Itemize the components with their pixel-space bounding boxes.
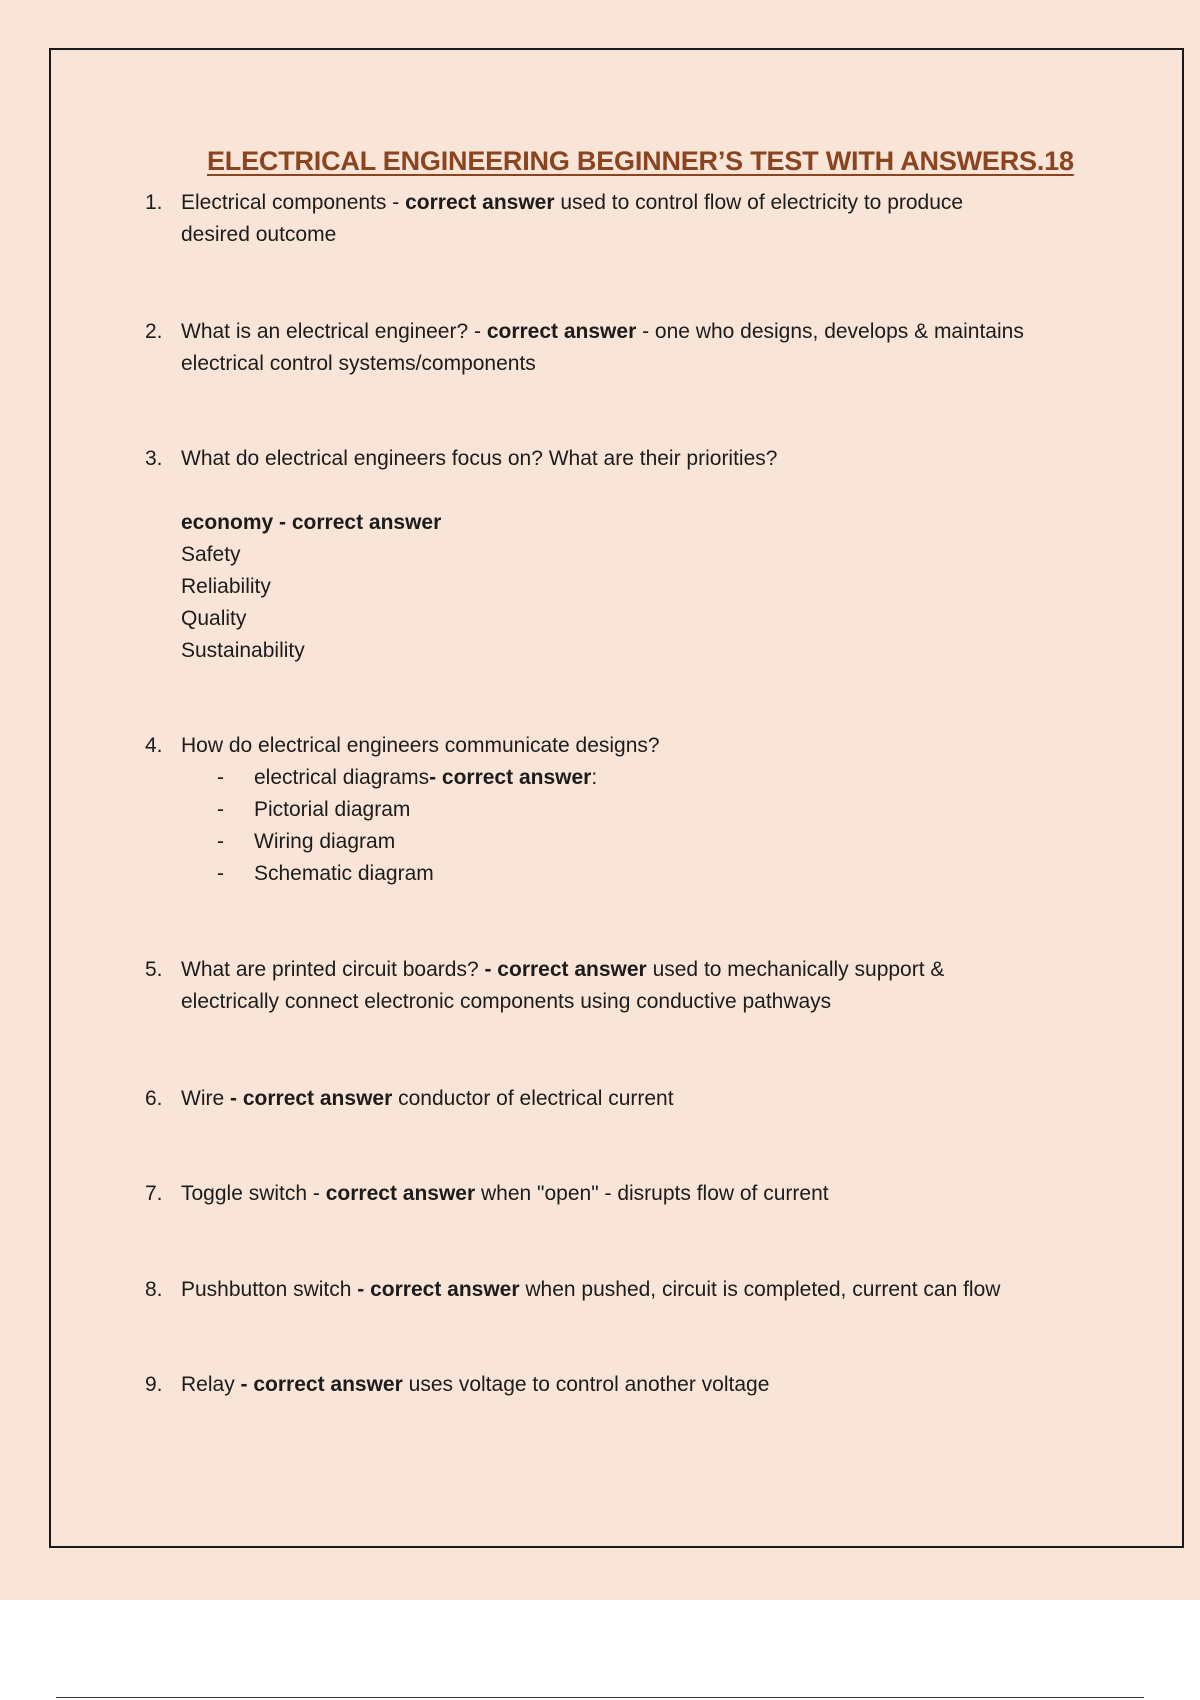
question-text: What do electrical engineers focus on? What are their priorities?	[181, 447, 778, 470]
answer-text: used to control flow of electricity to produce	[560, 191, 964, 214]
correct-answer-label: - correct answer	[230, 1087, 393, 1110]
question-item-4	[145, 730, 1075, 890]
item-number: 4.	[145, 734, 163, 757]
bullet-item	[145, 826, 1075, 858]
bullet-item	[145, 794, 1075, 826]
dash-marker: -	[217, 830, 224, 853]
correct-answer-label: correct answer	[325, 1182, 476, 1205]
bullet-text: Schematic diagram	[254, 862, 434, 885]
question-item-8	[145, 1274, 1075, 1306]
correct-answer-label: - correct answer	[484, 958, 647, 981]
priority-item: Safety	[181, 543, 241, 566]
correct-answer-label: correct answer	[486, 320, 637, 343]
question-text: What is an electrical engineer? -	[181, 320, 481, 343]
answer-text: uses voltage to control another voltage	[408, 1373, 770, 1396]
item-number: 6.	[145, 1087, 163, 1110]
question-item-3	[145, 443, 1075, 667]
dash-marker: -	[217, 862, 224, 885]
footer-divider	[56, 1697, 1144, 1698]
question-item-6	[145, 1083, 1075, 1115]
answer-text-continued: electrical control systems/components	[181, 352, 536, 375]
item-number: 2.	[145, 320, 163, 343]
priority-item: Sustainability	[181, 639, 305, 662]
question-text: Electrical components -	[181, 191, 400, 214]
answer-heading: economy - correct answer	[181, 511, 442, 534]
question-text: Wire	[181, 1087, 225, 1110]
priority-item: Reliability	[181, 575, 271, 598]
priority-item: Quality	[181, 607, 247, 630]
answer-text: conductor of electrical current	[398, 1087, 674, 1110]
answer-text: used to mechanically support &	[652, 958, 945, 981]
correct-answer-label: - correct answer	[357, 1278, 520, 1301]
dash-marker: -	[217, 766, 224, 789]
item-number: 1.	[145, 191, 163, 214]
item-number: 8.	[145, 1278, 163, 1301]
question-item-1	[145, 187, 1075, 251]
bullet-item	[145, 762, 1075, 794]
correct-answer-label: - correct answer	[240, 1373, 403, 1396]
answer-text-continued: electrically connect electronic components using conductive pathways	[181, 990, 832, 1013]
item-number: 9.	[145, 1373, 163, 1396]
question-text: Relay	[181, 1373, 235, 1396]
bullet-text: Wiring diagram	[254, 830, 396, 853]
correct-answer-label: - correct answer	[429, 766, 592, 789]
dash-marker: -	[217, 798, 224, 821]
item-number: 3.	[145, 447, 163, 470]
question-item-5	[145, 954, 1075, 1018]
answer-text-continued: desired outcome	[181, 223, 337, 246]
bullet-colon: :	[591, 766, 598, 789]
bullet-text: Pictorial diagram	[254, 798, 411, 821]
answer-text: when pushed, circuit is completed, current can flow	[525, 1278, 1001, 1301]
page-title: ELECTRICAL ENGINEERING BEGINNER’S TEST WITH ANSWERS.18	[207, 146, 1074, 176]
bullet-item	[145, 858, 1075, 890]
question-text: Pushbutton switch	[181, 1278, 352, 1301]
item-number: 5.	[145, 958, 163, 981]
question-item-2	[145, 316, 1075, 380]
answer-text: when "open" - disrupts flow of current	[481, 1182, 829, 1205]
question-item-7	[145, 1178, 1075, 1210]
question-text: How do electrical engineers communicate designs?	[181, 734, 660, 757]
bullet-label: electrical diagrams	[254, 766, 430, 789]
correct-answer-label: correct answer	[405, 191, 555, 214]
item-number: 7.	[145, 1182, 163, 1205]
question-item-9	[145, 1369, 1075, 1401]
answer-text: - one who designs, develops & maintains	[642, 320, 1024, 343]
question-text: Toggle switch -	[181, 1182, 320, 1205]
question-text: What are printed circuit boards?	[181, 958, 479, 981]
